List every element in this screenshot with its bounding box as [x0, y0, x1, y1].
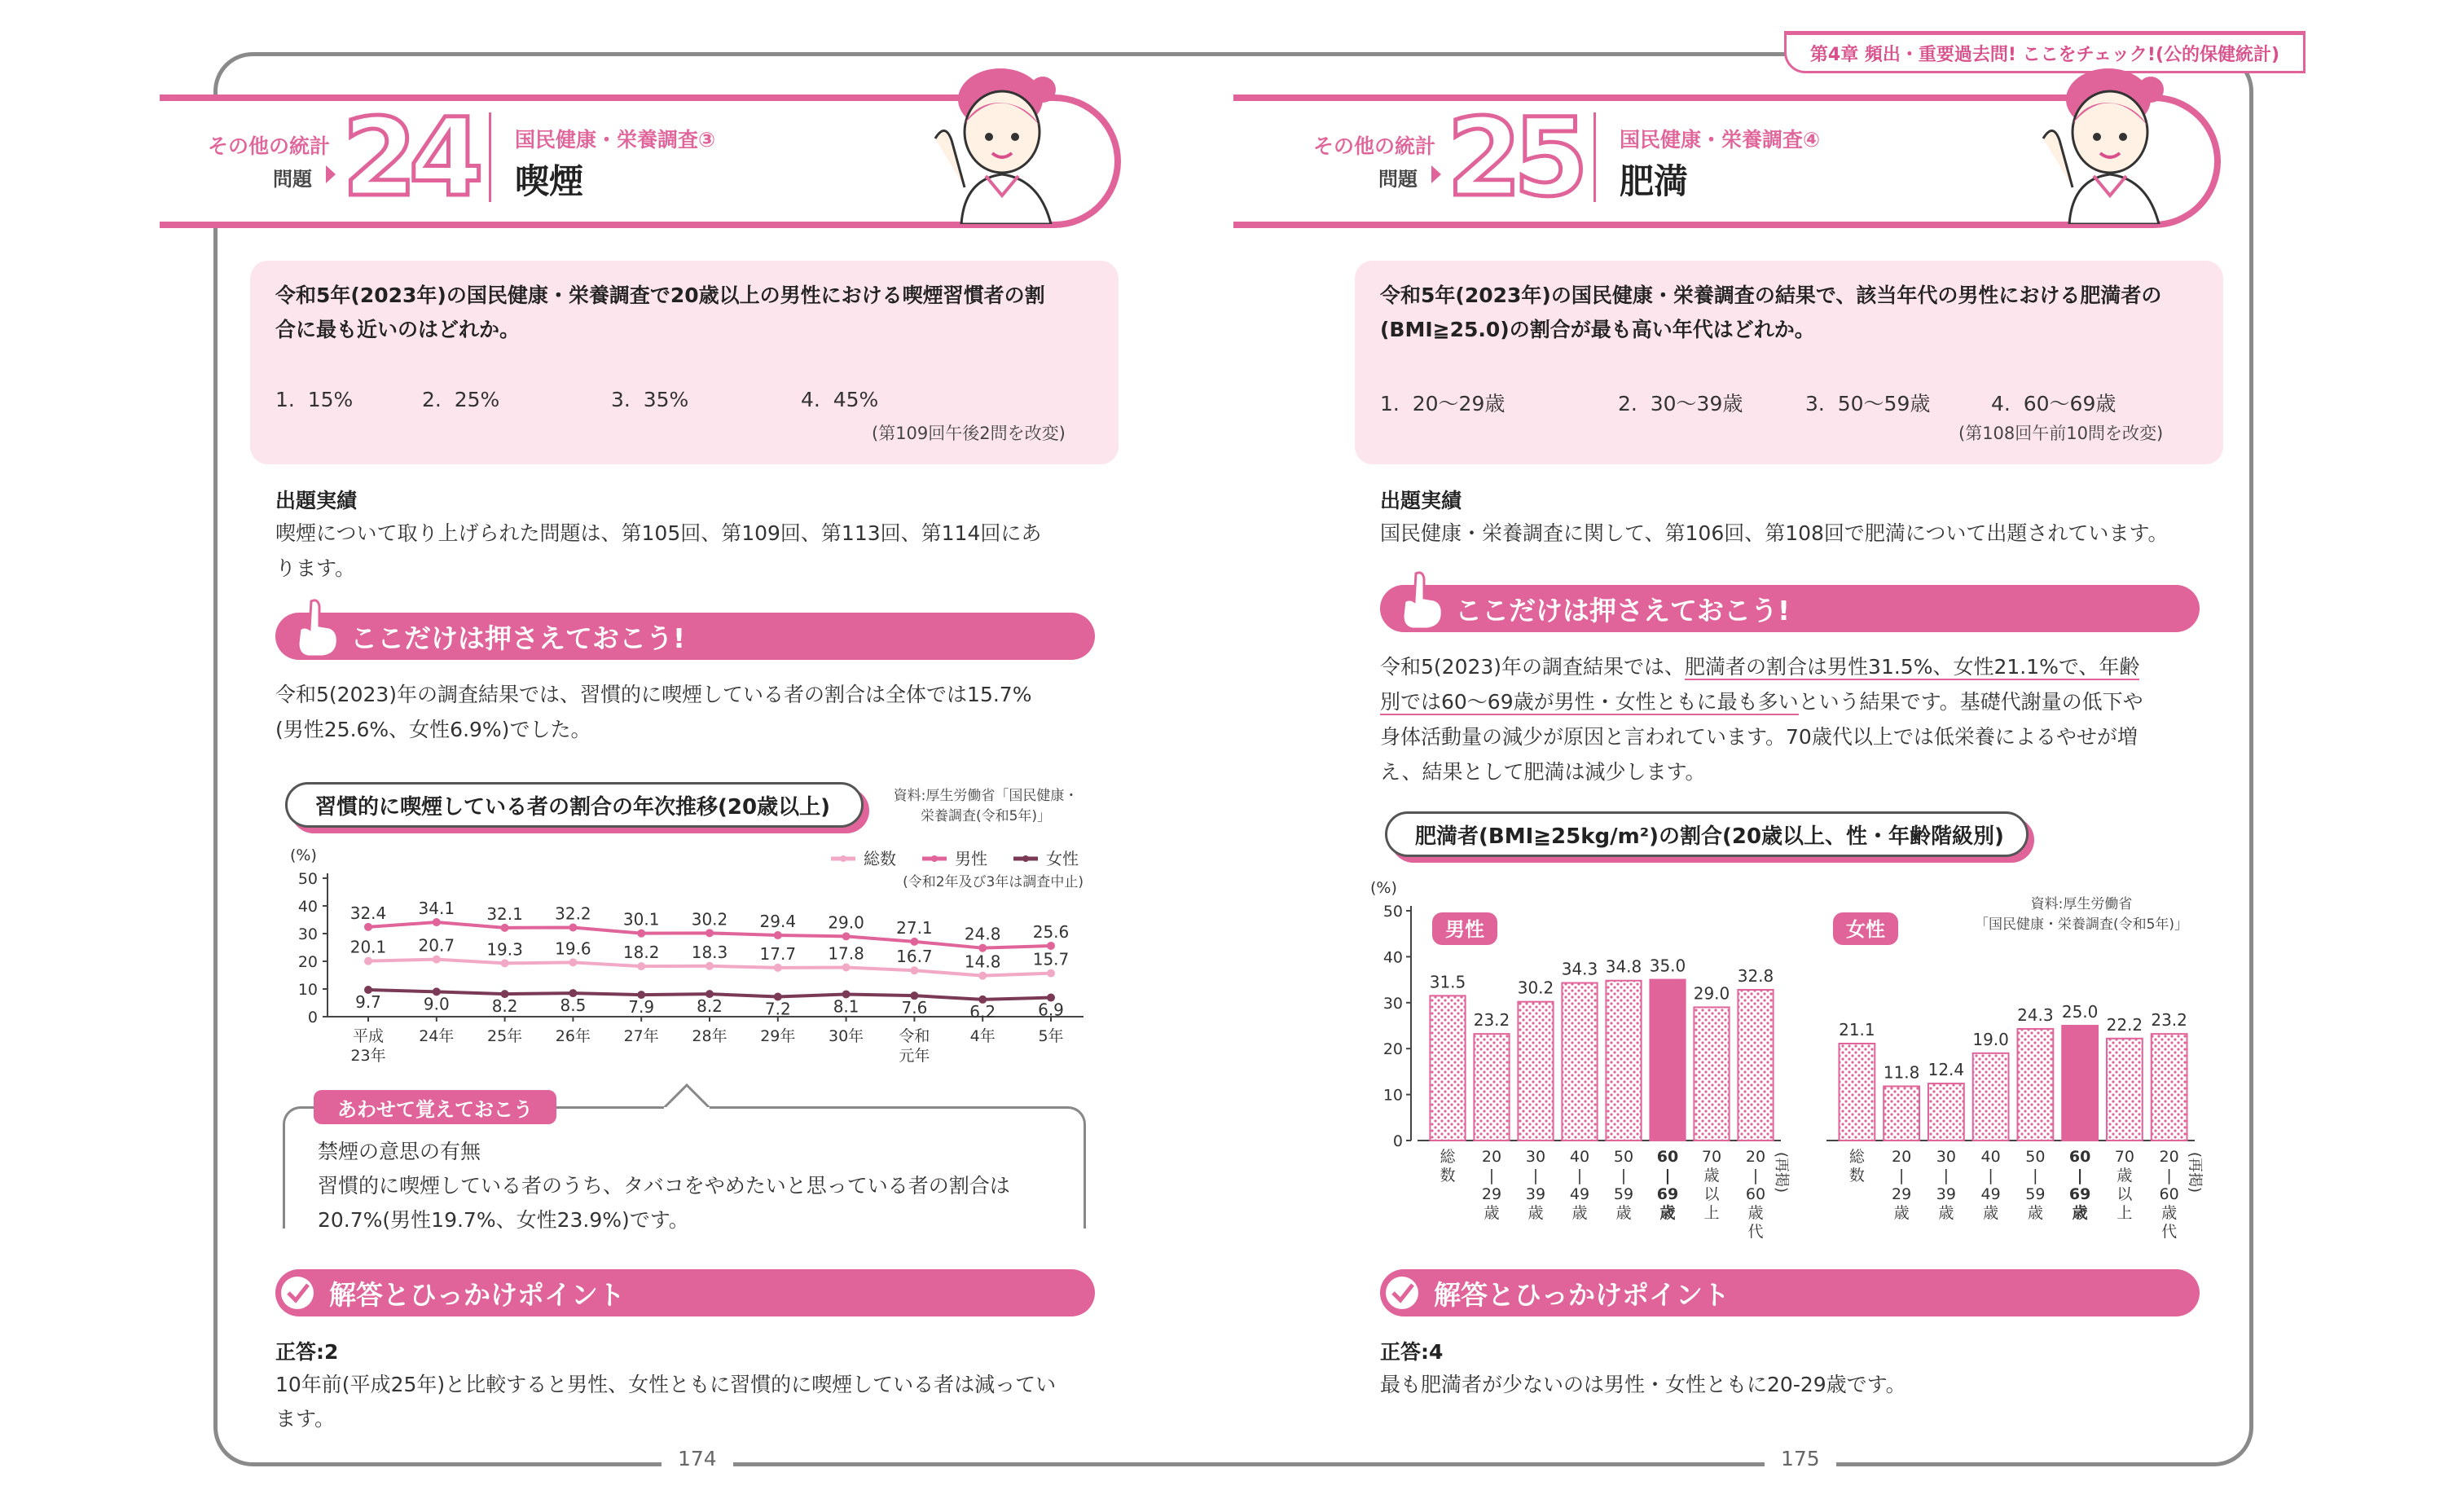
category-label: 40 — [1980, 1148, 2001, 1166]
data-label: 29.0 — [828, 912, 864, 933]
y-tick-label: 10 — [1382, 1086, 1403, 1105]
nurse-character-icon-right — [2037, 65, 2183, 224]
bar-value-label: 30.2 — [1517, 978, 1554, 998]
memo-line-2: 習慣的に喫煙している者のうち、タバコをやめたいと思っている者の割合は — [318, 1174, 1010, 1198]
category-label: 20 — [1745, 1148, 1766, 1166]
bar-value-label: 32.8 — [1737, 966, 1774, 987]
option-3-right: 3. 50～59歳 — [1805, 392, 1931, 415]
header-subtitle: 国民健康・栄養調査③ — [515, 128, 716, 152]
bar-value-label: 23.2 — [1473, 1010, 1510, 1031]
pointing-hand-icon — [293, 598, 342, 658]
bar — [1518, 1002, 1553, 1141]
bar — [1928, 1083, 1964, 1141]
data-label: 9.7 — [355, 992, 381, 1013]
category-label: 総 — [1848, 1148, 1865, 1166]
category-label: 歳 — [1703, 1167, 1720, 1185]
legend-label-0: 総数 — [864, 849, 896, 868]
history-line-1-right: 国民健康・栄養調査に関して、第106回、第108回で肥満について出題されています。 — [1380, 521, 2169, 545]
data-label: 17.7 — [759, 943, 797, 964]
question-line-2: 合に最も近いのはどれか。 — [275, 318, 521, 341]
source-line-1-right: 資料:厚生労働省 — [2030, 896, 2133, 912]
bar-value-label: 21.1 — [1839, 1019, 1875, 1040]
answer-ribbon — [275, 1269, 1095, 1316]
data-label: 32.2 — [555, 903, 591, 924]
data-label: 30.1 — [622, 909, 660, 930]
data-point — [569, 958, 577, 966]
data-label: 7.6 — [901, 998, 928, 1018]
category-label: 39 — [1936, 1185, 1956, 1203]
chapter-banner: 第4章 頻出・重要過去問! ここをチェック!(公的保健統計) — [1784, 33, 2306, 73]
category-label: 上 — [1703, 1204, 1720, 1222]
data-point — [501, 924, 509, 932]
key-line-3-right: 身体活動量の減少が原因と言われています。70歳代以上では低栄養によるやせが増 — [1380, 725, 2138, 749]
x-tick-label: 27年 — [623, 1027, 659, 1045]
data-point — [910, 938, 918, 946]
data-point — [706, 962, 714, 970]
y-tick-label: 0 — [1392, 1132, 1403, 1150]
data-label: 27.1 — [896, 917, 933, 938]
data-label: 34.1 — [418, 899, 455, 919]
category-label: 70 — [1701, 1148, 1722, 1166]
category-label: 49 — [1569, 1185, 1590, 1203]
data-label: 18.2 — [622, 943, 660, 963]
history-line-1: 喫煙について取り上げられた問題は、第105回、第109回、第113回、第114回にあ — [275, 521, 1042, 545]
y-tick-label: 40 — [297, 898, 318, 916]
data-label: 30.2 — [691, 909, 728, 930]
bar-value-label: 19.0 — [1972, 1029, 2009, 1049]
data-label: 9.0 — [423, 994, 450, 1014]
category-label: 歳 — [2072, 1204, 2088, 1222]
category-label: その他の統計 — [208, 134, 331, 158]
category-label: 50 — [1613, 1148, 1634, 1166]
data-point — [910, 966, 918, 974]
answer-line-2: ます。 — [275, 1407, 336, 1431]
data-point — [433, 918, 441, 926]
problem-label-right: 問題 — [1378, 168, 1418, 191]
key-points-ribbon — [275, 613, 1095, 660]
category-label: 歳 — [2027, 1204, 2043, 1222]
data-label: 15.7 — [1032, 949, 1070, 969]
question-line-2-right: (BMI≧25.0)の割合が最も高い年代はどれか。 — [1380, 318, 1815, 341]
y-tick-label: 40 — [1382, 948, 1403, 967]
y-tick-label: 10 — [297, 981, 318, 999]
data-point — [1047, 942, 1055, 950]
data-point — [364, 957, 372, 965]
legend-marker-2 — [1022, 855, 1029, 862]
option-2-right: 2. 30～39歳 — [1618, 392, 1743, 415]
option-4: 4. 45% — [801, 388, 879, 411]
data-label: 14.8 — [964, 952, 1001, 972]
triangle-icon-right — [1431, 165, 1441, 183]
data-label: 24.8 — [964, 924, 1001, 944]
x-tick-label: 29年 — [760, 1027, 796, 1045]
bar — [1562, 983, 1597, 1141]
bar — [1973, 1053, 2009, 1141]
question-line-1: 令和5年(2023年)の国民健康・栄養調査で20歳以上の男性における喫煙習慣者の割 — [275, 284, 1045, 307]
checkmark-icon — [277, 1272, 318, 1313]
data-label: 32.4 — [349, 903, 387, 923]
category-label: 数 — [1848, 1167, 1865, 1185]
category-label: 歳 — [1659, 1204, 1676, 1222]
bar-value-label: 12.4 — [1928, 1060, 1965, 1080]
y-axis-unit: (%) — [290, 846, 317, 864]
category-label: 歳 — [1484, 1204, 1500, 1222]
category-label: 59 — [2025, 1185, 2046, 1203]
category-label: 49 — [1980, 1185, 2001, 1203]
option-2: 2. 25% — [422, 388, 500, 411]
category-label-right: その他の統計 — [1313, 134, 1436, 158]
key-points-ribbon-right — [1380, 585, 2200, 632]
bar — [1430, 996, 1465, 1141]
bar — [1650, 980, 1685, 1141]
source-line-1: 資料:厚生労働省「国民健康・ — [893, 788, 1079, 804]
category-label: 40 — [1569, 1148, 1590, 1166]
smoking-trend-chart — [277, 839, 1108, 1083]
data-label: 32.1 — [486, 903, 523, 924]
key-points-heading: ここだけは押さえておこう! — [350, 622, 686, 654]
x-tick-label: 令和 — [899, 1027, 930, 1045]
data-point — [774, 964, 782, 972]
y-tick-label: 30 — [1382, 994, 1403, 1013]
bar — [1884, 1086, 1919, 1141]
bar — [1694, 1007, 1729, 1141]
answer-heading: 解答とひっかけポイント — [329, 1278, 625, 1311]
bar-value-label: 35.0 — [1649, 956, 1686, 976]
data-point — [842, 932, 851, 940]
data-label: 20.1 — [349, 937, 387, 957]
question-source: (第109回午後2問を改変) — [872, 424, 1066, 443]
answer-label: 正答:2 — [275, 1340, 339, 1364]
category-label: 代 — [2161, 1223, 2178, 1241]
chart-note: (令和2年及び3年は調査中止) — [903, 874, 1084, 890]
bar-value-label: 11.8 — [1883, 1062, 1920, 1083]
bar-value-label: 24.3 — [2017, 1004, 2054, 1025]
category-label: | — [1532, 1167, 1539, 1185]
legend-label-2: 女性 — [1046, 849, 1079, 868]
x-tick-label: 平成 — [352, 1027, 385, 1045]
page-number-right: 175 — [1765, 1447, 1836, 1470]
x-tick-label-line2: 元年 — [899, 1047, 930, 1065]
category-label: 39 — [1525, 1185, 1546, 1203]
data-label: 17.8 — [828, 943, 864, 964]
data-point — [978, 972, 987, 980]
key-line-1b-underlined: 肥満者の割合は男性31.5%、女性21.1%で、年齢 — [1685, 655, 2140, 679]
category-label: 60 — [2159, 1185, 2179, 1203]
category-label: 60 — [2068, 1148, 2091, 1166]
category-label: 70 — [2114, 1148, 2134, 1166]
legend-marker-1 — [931, 855, 938, 862]
x-tick-label: 4年 — [969, 1027, 996, 1045]
category-label: 60 — [1656, 1148, 1679, 1166]
option-4-right: 4. 60～69歳 — [1991, 392, 2117, 415]
data-label: 29.4 — [759, 912, 797, 932]
data-label: 8.2 — [491, 996, 518, 1017]
category-label: 総 — [1440, 1148, 1456, 1166]
key-line-2b: という結果です。基礎代謝量の低下や — [1798, 690, 2143, 714]
data-point — [978, 944, 987, 952]
data-point — [842, 963, 851, 971]
bar — [1839, 1044, 1875, 1141]
category-label: 歳 — [2161, 1204, 2178, 1222]
question-source-right: (第108回午前10問を改変) — [1958, 424, 2164, 443]
question-line-1-right: 令和5年(2023年)の国民健康・栄養調査の結果で、該当年代の男性における肥満者の — [1380, 284, 2162, 307]
bar — [1738, 990, 1773, 1141]
category-label: 歳 — [1938, 1204, 1954, 1222]
bar-value-label: 31.5 — [1429, 972, 1466, 992]
y-tick-label: 30 — [297, 925, 318, 943]
bar — [2152, 1034, 2187, 1141]
reprint-label: (再掲) — [1773, 1152, 1790, 1193]
answer-line-1: 10年前(平成25年)と比較すると男性、女性ともに習慣的に喫煙している者は減ってい — [275, 1373, 1057, 1396]
category-label: | — [1988, 1167, 1993, 1185]
key-line-2-right — [1380, 684, 2143, 719]
nurse-character-icon — [929, 65, 1075, 224]
category-label: | — [1943, 1167, 1949, 1185]
y-tick-label: 20 — [297, 953, 318, 971]
data-point — [637, 930, 645, 938]
history-line-2: ります。 — [275, 556, 356, 580]
key-line-1-right — [1380, 649, 2139, 684]
key-line-1a: 令和5(2023)年の調査結果では、 — [1380, 655, 1686, 679]
key-line-4-right: え、結果として肥満は減少します。 — [1380, 760, 1706, 784]
data-label: 16.7 — [896, 947, 933, 967]
data-point — [433, 956, 441, 964]
category-label: | — [1576, 1167, 1583, 1185]
data-label: 8.1 — [833, 996, 859, 1017]
bar-value-label: 34.8 — [1605, 956, 1642, 977]
obesity-bar-chart — [1369, 872, 2216, 1255]
category-label: 歳 — [1615, 1204, 1632, 1222]
panel-tag-label-1: 女性 — [1846, 918, 1885, 941]
key-line-1: 令和5(2023)年の調査結果では、習慣的に喫煙している者の割合は全体では15.7% — [275, 683, 1032, 706]
x-tick-label: 30年 — [829, 1027, 864, 1045]
answer-heading-right: 解答とひっかけポイント — [1434, 1278, 1730, 1311]
header-subtitle-right: 国民健康・栄養調査④ — [1620, 128, 1821, 152]
smoking-chart-source — [880, 786, 1092, 827]
bar — [1474, 1034, 1509, 1141]
bar — [2107, 1039, 2143, 1141]
bar — [2017, 1029, 2053, 1141]
option-3: 3. 35% — [611, 388, 689, 411]
key-line-2a-underlined: 別では60～69歳が男性・女性ともに最も多い — [1380, 690, 1799, 714]
category-label: | — [2033, 1167, 2038, 1185]
category-label: 30 — [1936, 1148, 1956, 1166]
option-1: 1. 15% — [275, 388, 354, 411]
source-line-2-right: 「国民健康・栄養調査(令和5年)」 — [1974, 916, 2189, 933]
category-label: 69 — [1656, 1185, 1679, 1203]
y-tick-label: 20 — [1382, 1040, 1403, 1059]
legend-marker-0 — [840, 855, 846, 862]
data-label: 7.9 — [628, 997, 655, 1018]
category-label: 以 — [2117, 1185, 2133, 1203]
category-label: | — [1620, 1167, 1627, 1185]
x-tick-label: 24年 — [419, 1027, 455, 1045]
data-point — [706, 929, 714, 937]
data-label: 20.7 — [418, 935, 455, 956]
bar-value-label: 29.0 — [1693, 983, 1730, 1004]
answer-ribbon-right — [1380, 1269, 2200, 1316]
x-tick-label: 5年 — [1038, 1027, 1064, 1045]
data-point — [569, 924, 577, 932]
category-label: | — [2077, 1167, 2083, 1185]
category-label: 歳 — [1747, 1204, 1764, 1222]
category-label: 以 — [1703, 1185, 1720, 1203]
data-point — [1047, 969, 1055, 978]
bar-value-label: 23.2 — [2151, 1010, 2187, 1031]
category-label: 歳 — [2117, 1167, 2133, 1185]
bar — [1606, 981, 1641, 1141]
category-label: | — [1488, 1167, 1495, 1185]
x-tick-label: 28年 — [692, 1027, 727, 1045]
bar-value-label: 34.3 — [1561, 959, 1598, 979]
data-label: 25.6 — [1032, 921, 1070, 942]
data-point — [774, 931, 782, 939]
y-tick-label: 50 — [1382, 903, 1403, 921]
category-label: | — [1664, 1167, 1671, 1185]
x-tick-label: 26年 — [555, 1027, 591, 1045]
problem-label: 問題 — [273, 168, 312, 191]
bar-value-label: 25.0 — [2061, 1002, 2099, 1022]
history-heading-right: 出題実績 — [1380, 489, 1462, 512]
page-number-left: 174 — [662, 1447, 733, 1470]
category-label: 歳 — [1893, 1204, 1910, 1222]
panel-tag-label-0: 男性 — [1445, 918, 1484, 941]
option-1-right: 1. 20～29歳 — [1380, 392, 1506, 415]
key-line-2: (男性25.6%、女性6.9%)でした。 — [275, 718, 591, 741]
data-label: 19.3 — [486, 939, 523, 960]
data-point — [637, 962, 645, 970]
category-label: | — [2166, 1167, 2172, 1185]
category-label: 歳 — [1571, 1204, 1588, 1222]
x-tick-label-line2: 23年 — [350, 1047, 386, 1065]
y-tick-label: 50 — [297, 870, 318, 888]
category-label: 60 — [1745, 1185, 1766, 1203]
category-label: 20 — [1892, 1148, 1912, 1166]
data-point — [501, 959, 509, 967]
category-label: 代 — [1747, 1223, 1764, 1241]
smoking-chart-title: 習慣的に喫煙している者の割合の年次推移(20歳以上) — [285, 782, 864, 828]
category-label: 20 — [1481, 1148, 1502, 1166]
data-label: 6.9 — [1038, 1000, 1064, 1020]
checkmark-icon-right — [1382, 1272, 1422, 1313]
memo-line-1: 禁煙の意思の有無 — [318, 1140, 481, 1163]
y-axis-unit: (%) — [1370, 879, 1397, 897]
category-label: 20 — [2159, 1148, 2179, 1166]
category-label: 歳 — [1528, 1204, 1544, 1222]
category-label: | — [1752, 1167, 1759, 1185]
category-label: 上 — [2117, 1204, 2133, 1222]
legend-label-1: 男性 — [955, 849, 987, 868]
data-point — [364, 923, 372, 931]
memo-line-3: 20.7%(男性19.7%、女性23.9%)です。 — [318, 1208, 689, 1232]
header-divider-right — [1593, 112, 1596, 202]
triangle-icon — [326, 165, 336, 183]
header-divider — [489, 112, 491, 202]
answer-line-1-right: 最も肥満者が少ないのは男性・女性ともに20-29歳です。 — [1380, 1373, 1906, 1396]
bar — [2062, 1026, 2098, 1141]
data-label: 7.2 — [764, 999, 791, 1019]
answer-label-right: 正答:4 — [1380, 1340, 1444, 1364]
category-label: 29 — [1481, 1185, 1502, 1203]
header-title-right: 肥満 — [1620, 161, 1689, 201]
key-points-heading-right: ここだけは押さえておこう! — [1455, 594, 1791, 626]
data-label: 6.2 — [969, 1001, 996, 1022]
source-line-2: 栄養調査(令和5年)」 — [920, 808, 1052, 824]
memo-tag: あわせて覚えておこう — [314, 1090, 556, 1124]
category-label: | — [1898, 1167, 1905, 1185]
data-label: 18.3 — [691, 942, 728, 962]
y-tick-label: 0 — [307, 1009, 318, 1026]
category-label: 69 — [2068, 1185, 2091, 1203]
x-tick-label: 25年 — [487, 1027, 523, 1045]
category-label: 歳 — [1983, 1204, 1999, 1222]
category-label: 30 — [1525, 1148, 1546, 1166]
category-label: 29 — [1892, 1185, 1912, 1203]
problem-number-right: 25 — [1447, 95, 1580, 221]
reprint-label: (再掲) — [2186, 1152, 2204, 1193]
data-label: 19.6 — [555, 938, 591, 959]
memo-pointer-icon — [664, 1083, 710, 1110]
problem-number: 24 — [342, 95, 476, 221]
data-label: 8.5 — [560, 996, 587, 1016]
category-label: 50 — [2025, 1148, 2046, 1166]
header-title: 喫煙 — [515, 161, 584, 201]
history-heading: 出題実績 — [275, 489, 358, 512]
category-label: 59 — [1613, 1185, 1634, 1203]
data-label: 8.2 — [697, 996, 723, 1017]
obesity-chart-title: 肥満者(BMI≧25kg/m²)の割合(20歳以上、性・年齢階級別) — [1385, 811, 2029, 857]
category-label: 数 — [1440, 1167, 1456, 1185]
bar-value-label: 22.2 — [2106, 1014, 2143, 1035]
pointing-hand-icon-right — [1398, 570, 1447, 631]
